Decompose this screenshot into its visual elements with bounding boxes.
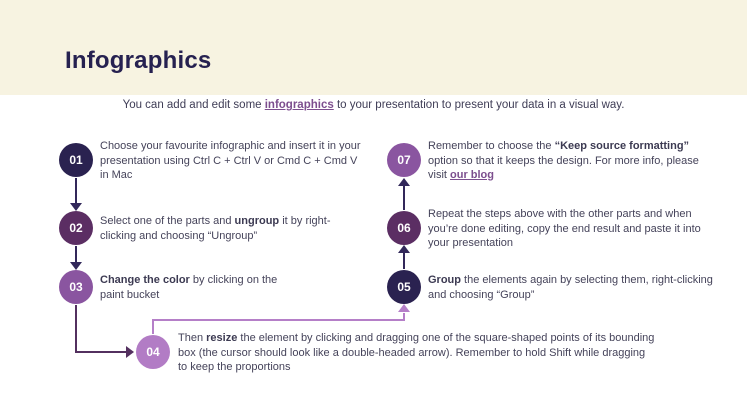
step-04-number: 04 [146, 345, 160, 359]
step-01-badge [59, 143, 93, 177]
intro-text [0, 99, 747, 111]
step-05-text [428, 273, 728, 302]
text-segment: ungroup [234, 215, 280, 227]
step-01-text [100, 139, 368, 183]
step-05-number: 05 [397, 280, 411, 294]
step-02-number: 02 [69, 221, 83, 235]
arrow-step2-to-step3 [70, 246, 82, 270]
text-segment: Choose your favourite infographic and insert it in your presentation using Ctrl C + Ctrl V or Cmd C + Cmd V in Mac [100, 140, 361, 181]
text-segment: You can add and edit some [122, 99, 265, 111]
text-segment: Remember to choose the [428, 140, 555, 152]
text-link[interactable]: our blog [450, 169, 494, 181]
step-03-text [100, 273, 285, 302]
text-segment: it by right-clicking and choosing “Ungroup” [100, 215, 331, 242]
text-segment: the element by clicking and dragging one of the square-shaped points of its bounding box (the cursor should look like a double-headed arrow). Remember to hold Shift while dragging to keep the proportions [178, 332, 655, 373]
step-04-text [178, 331, 656, 375]
step-07-badge [387, 143, 421, 177]
text-segment: Repeat the steps above with the other parts and when you’re done editing, copy the end result and paste it into your presentation [428, 208, 701, 249]
text-segment: option so that it keeps the design. For more info, please visit [428, 154, 699, 181]
arrow-step6-to-step7 [398, 178, 410, 210]
text-segment: “Keep source formatting” [554, 140, 690, 152]
step-06-badge [387, 211, 421, 245]
text-segment: Then [178, 332, 207, 344]
step-02-text [100, 214, 362, 243]
text-segment: by clicking on the paint bucket [100, 274, 278, 301]
text-link[interactable]: infographics [264, 99, 334, 111]
text-segment: to your presentation to present your data in a visual way. [333, 99, 625, 111]
step-07-text [428, 139, 706, 183]
text-segment: Select one of the parts and [100, 215, 235, 227]
arrow-step1-to-step2 [70, 178, 82, 211]
step-02-badge [59, 211, 93, 245]
step-06-number: 06 [397, 221, 411, 235]
step-07-number: 07 [397, 153, 411, 167]
text-segment: Group [428, 274, 461, 286]
step-06-text [428, 207, 706, 251]
step-01-number: 01 [69, 153, 83, 167]
arrow-step4-to-step5 [153, 304, 410, 334]
step-03-badge [59, 270, 93, 304]
text-segment: Change the color [100, 274, 190, 286]
step-04-badge [136, 335, 170, 369]
step-03-number: 03 [69, 280, 83, 294]
text-segment: resize [206, 332, 238, 344]
step-05-badge [387, 270, 421, 304]
arrow-step3-to-step4 [76, 305, 134, 358]
page-title: Infographics [65, 47, 212, 74]
text-segment: the elements again by selecting them, right-clicking and choosing “Group” [428, 274, 713, 301]
arrow-step5-to-step6 [398, 245, 410, 269]
